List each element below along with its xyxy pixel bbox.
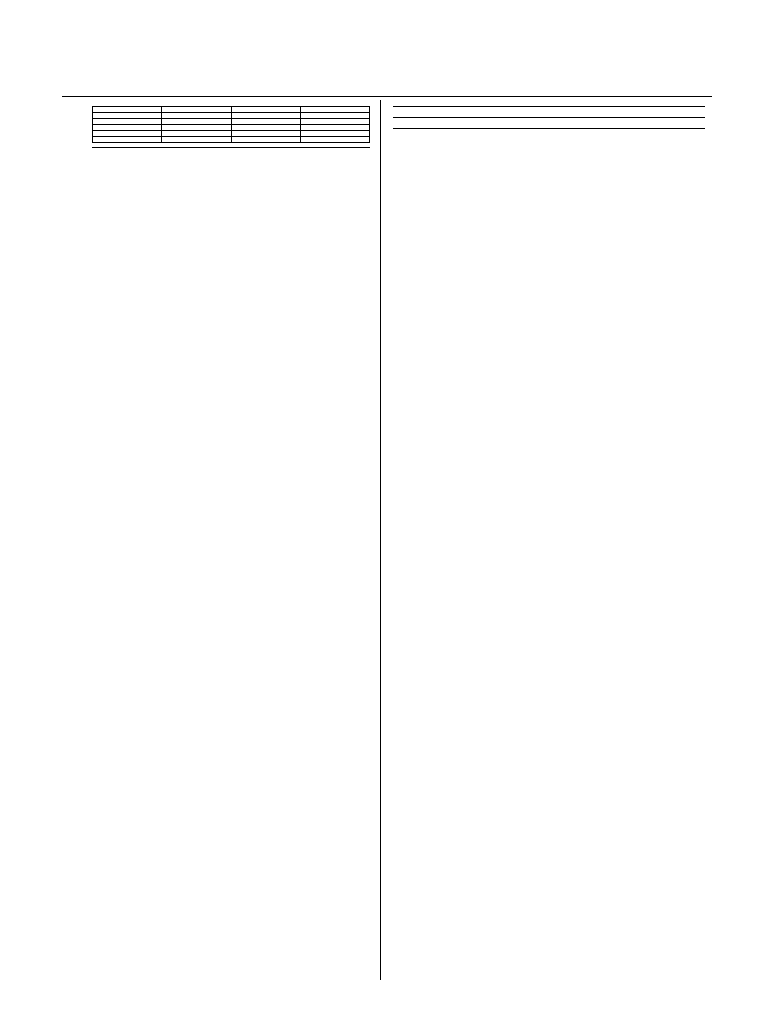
header-rule [62,96,712,97]
section-rule [393,106,705,107]
founders-table [92,106,370,143]
left-column [92,100,370,980]
masthead [62,78,712,96]
section-rule [393,128,705,129]
column-divider [380,100,381,980]
table-cell [162,137,231,143]
table-cell [93,137,162,143]
right-column [393,100,705,980]
table-cell [231,137,300,143]
section-rule [393,117,705,118]
section-rule [92,147,370,148]
table-row [93,137,370,143]
table-cell [300,137,369,143]
